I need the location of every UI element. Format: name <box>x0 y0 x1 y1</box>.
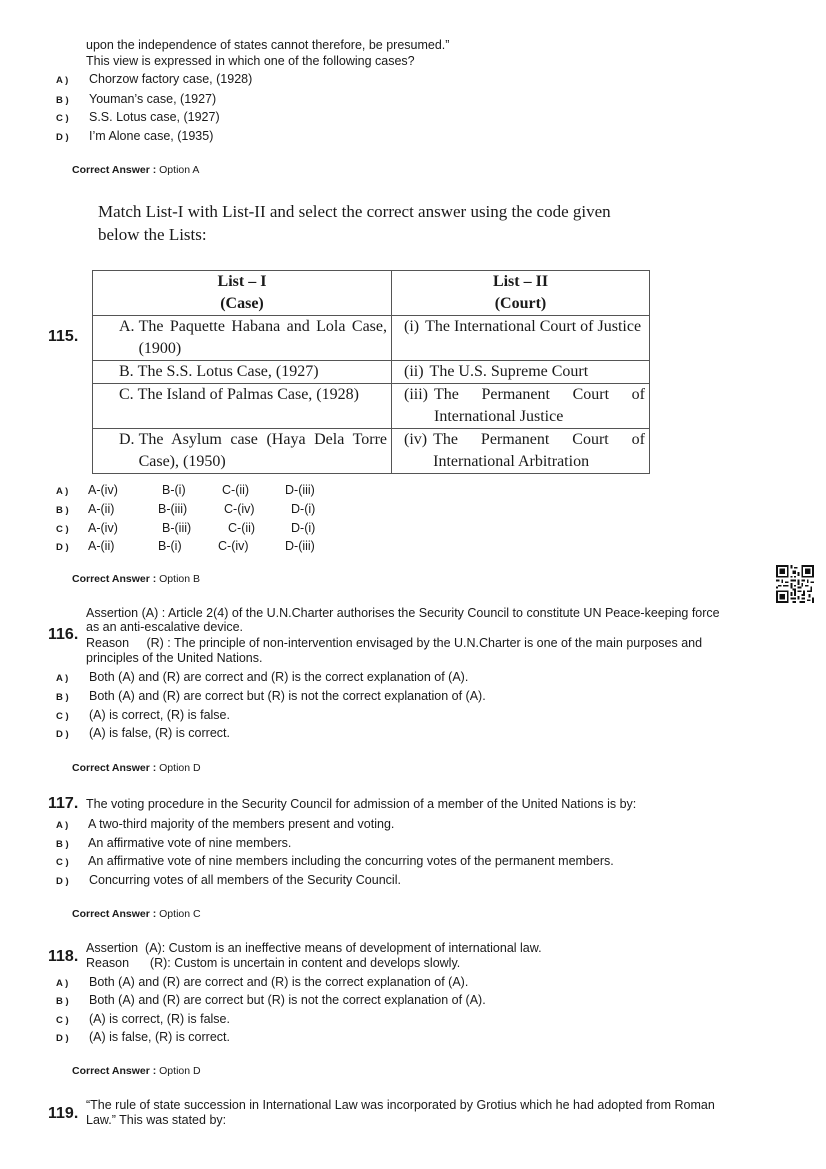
q116-reason-line2: principles of the United Nations. <box>86 651 263 665</box>
court-cell: The International Court of Justice <box>425 318 642 335</box>
q117-stem: The voting procedure in the Security Council for admission of a member of the United Nations is by: <box>86 797 637 811</box>
answer-value: Option D <box>159 1065 201 1077</box>
code-c: C-(ii) <box>222 483 250 497</box>
table-row: C. The Island of Palmas Case, (1928) (iii) The Permanent Court of International Justice <box>93 384 650 429</box>
q115-number: 115. <box>48 328 79 345</box>
answer-value: Option D <box>159 762 201 774</box>
case-cell: The S.S. Lotus Case, (1927) <box>137 363 319 380</box>
q114-stem-line1: upon the independence of states cannot therefore, be presumed.” <box>86 38 450 52</box>
option-text: Both (A) and (R) are correct and (R) is the correct explanation of (A). <box>89 670 469 684</box>
option-label: C ) <box>56 711 69 722</box>
code-b: B-(iii) <box>158 502 188 516</box>
answer-value: Option B <box>159 573 200 585</box>
answer-value: Option A <box>159 164 200 176</box>
option-label: B ) <box>56 839 69 850</box>
q118-reason: Reason (R): Custom is uncertain in content and develops slowly. <box>86 956 461 970</box>
option-label: B ) <box>56 996 69 1007</box>
code-a: A-(ii) <box>88 539 115 553</box>
q116-assertion-line2: as an anti-escalative device. <box>86 620 244 634</box>
q118-assertion: Assertion (A): Custom is an ineffective means of development of international law. <box>86 941 542 955</box>
q117-correct-answer <box>72 908 201 920</box>
code-c: C-(ii) <box>228 521 256 535</box>
q116-number: 116. <box>48 626 79 643</box>
option-label: D ) <box>56 729 69 740</box>
q119-number: 119. <box>48 1105 79 1122</box>
q115-stem-line1: Match List-I with List-II and select the correct answer using the code given <box>98 202 611 221</box>
code-c: C-(iv) <box>218 539 249 553</box>
answer-label: Correct Answer : <box>72 573 157 585</box>
q119-stem-line1: “The rule of state succession in International Law was incorporated by Grotius which he had adopted from Roman <box>86 1098 715 1112</box>
code-a: A-(ii) <box>88 502 115 516</box>
option-text: (A) is false, (R) is correct. <box>89 726 230 740</box>
answer-label: Correct Answer : <box>72 908 157 920</box>
match-table <box>92 270 650 474</box>
answer-label: Correct Answer : <box>72 1065 157 1077</box>
option-label: D ) <box>56 132 69 143</box>
court-cell: The U.S. Supreme Court <box>429 363 589 380</box>
option-label: C ) <box>56 113 69 124</box>
case-cell: The Island of Palmas Case, (1928) <box>137 386 359 403</box>
option-label: D ) <box>56 1033 69 1044</box>
option-text: Youman’s case, (1927) <box>89 92 217 106</box>
code-b: B-(i) <box>162 483 186 497</box>
court-cell: The Permanent Court of International Arbitration <box>433 431 645 470</box>
case-cell: The Asylum case (Haya Dela Torre Case), (1950) <box>138 431 387 470</box>
option-text: A two-third majority of the members present and voting. <box>88 817 395 831</box>
option-label: C ) <box>56 857 69 868</box>
q116-correct-answer <box>72 762 201 774</box>
option-text: (A) is correct, (R) is false. <box>89 1012 230 1026</box>
code-b: B-(iii) <box>162 521 192 535</box>
answer-label: Correct Answer : <box>72 762 157 774</box>
table-row: A. The Paquette Habana and Lola Case, (1900) (i) The International Court of Justice <box>93 316 650 361</box>
table-header-row <box>93 271 650 316</box>
q114-stem-line2: This view is expressed in which one of the following cases? <box>86 54 415 68</box>
code-a: A-(iv) <box>88 483 118 497</box>
court-cell: The Permanent Court of International Justice <box>434 386 645 425</box>
code-b: B-(i) <box>158 539 182 553</box>
q114-correct-answer <box>72 164 199 176</box>
q119-stem-line2: Law.” This was stated by: <box>86 1113 227 1127</box>
option-label: B ) <box>56 505 69 516</box>
list1-header: List – I (Case) <box>93 271 392 316</box>
option-text: I’m Alone case, (1935) <box>89 129 214 143</box>
qr-code-icon[interactable] <box>776 565 814 603</box>
answer-label: Correct Answer : <box>72 164 157 176</box>
option-text: Both (A) and (R) are correct but (R) is not the correct explanation of (A). <box>89 993 486 1007</box>
q117-number: 117. <box>48 795 79 812</box>
option-label: D ) <box>56 876 69 887</box>
option-text: Concurring votes of all members of the Security Council. <box>89 873 401 887</box>
option-text: Chorzow factory case, (1928) <box>89 72 253 86</box>
option-label: A ) <box>56 820 69 831</box>
option-label: C ) <box>56 1015 69 1026</box>
answer-value: Option C <box>159 908 201 920</box>
option-label: A ) <box>56 978 69 989</box>
case-cell: The Paquette Habana and Lola Case, (1900) <box>138 318 387 357</box>
table-row: D. The Asylum case (Haya Dela Torre Case), (1950) (iv) The Permanent Court of International Arbitration <box>93 429 650 474</box>
code-a: A-(iv) <box>88 521 118 535</box>
option-text: (A) is correct, (R) is false. <box>89 708 230 722</box>
option-label: C ) <box>56 524 69 535</box>
code-d: D-(iii) <box>285 539 315 553</box>
option-text: An affirmative vote of nine members including the concurring votes of the permanent members. <box>88 854 614 868</box>
q115-stem-line2: below the Lists: <box>98 225 207 244</box>
option-text: S.S. Lotus case, (1927) <box>89 110 220 124</box>
option-label: B ) <box>56 95 69 106</box>
code-d: D-(iii) <box>285 483 315 497</box>
option-label: D ) <box>56 542 69 553</box>
q118-correct-answer <box>72 1065 201 1077</box>
option-label: A ) <box>56 486 69 497</box>
option-text: Both (A) and (R) are correct but (R) is not the correct explanation of (A). <box>89 689 486 703</box>
code-c: C-(iv) <box>224 502 255 516</box>
q118-number: 118. <box>48 948 79 965</box>
option-text: Both (A) and (R) are correct and (R) is the correct explanation of (A). <box>89 975 469 989</box>
q116-reason-line1: Reason (R) : The principle of non-intervention envisaged by the U.N.Charter is one of the main purposes and <box>86 636 703 650</box>
table-row: B. The S.S. Lotus Case, (1927) (ii) The U.S. Supreme Court <box>93 361 650 384</box>
option-label: A ) <box>56 75 69 86</box>
code-d: D-(i) <box>291 521 316 535</box>
option-text: An affirmative vote of nine members. <box>88 836 292 850</box>
q116-assertion-line1: Assertion (A) : Article 2(4) of the U.N.Charter authorises the Security Council to constitute UN Peace-keeping force <box>86 606 720 620</box>
code-d: D-(i) <box>291 502 316 516</box>
option-label: B ) <box>56 692 69 703</box>
option-label: A ) <box>56 673 69 684</box>
option-text: (A) is false, (R) is correct. <box>89 1030 230 1044</box>
list2-header: List – II (Court) <box>392 271 650 316</box>
q115-correct-answer <box>72 573 200 585</box>
